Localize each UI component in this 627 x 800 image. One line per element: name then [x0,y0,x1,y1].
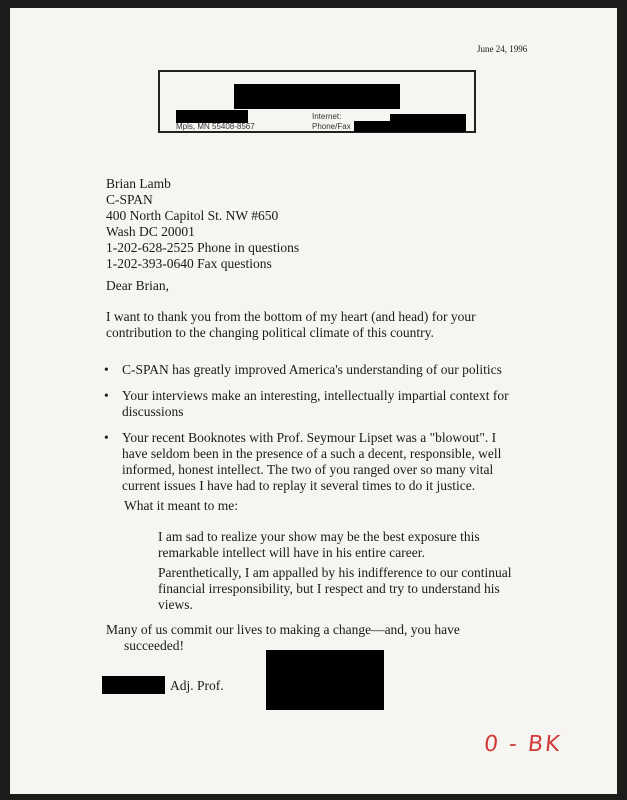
quote-line: Parenthetically, I am appalled by his indifference to our continual [158,565,512,580]
closing-line: Many of us commit our lives to making a change—and, you have [106,622,460,637]
bullet-list [104,362,544,504]
bullet-item [104,388,544,420]
bullet-dot: • [104,362,109,377]
letter-date: June 24, 1996 [477,44,528,54]
redacted-phone-block [354,121,466,132]
intro-line: I want to thank you from the bottom of my heart (and head) for your [106,309,476,324]
letterhead-box [158,70,476,133]
what-it-meant: What it meant to me: [124,498,238,513]
quote-line: I am sad to realize your show may be the best exposure this [158,529,480,544]
handwritten-annotation: 0 - BK [482,732,563,757]
recipient-line: Wash DC 20001 [106,224,195,239]
intro-line: contribution to the changing political climate of this country. [106,325,434,340]
recipient-address [106,176,299,272]
quote-paragraph-2 [158,565,512,613]
quote-line: views. [158,597,193,612]
quote-line: financial irresponsibility, but I respect and try to understand his [158,581,500,596]
recipient-line: Brian Lamb [106,176,171,191]
bullet-line: discussions [122,404,184,419]
letterhead-city: Mpls, MN 55408-8567 [176,122,255,131]
quote-paragraph-1 [158,529,480,561]
letterhead-internet-label: Internet: [312,112,342,121]
recipient-line: 400 North Capitol St. NW #650 [106,208,279,223]
bullet-item [104,362,544,378]
redacted-signature [266,650,384,710]
salutation: Dear Brian, [106,278,169,293]
redacted-signer-name [102,676,165,694]
intro-paragraph [106,309,476,341]
bullet-line: current issues I have had to replay it several times to do it justice. [122,478,476,493]
recipient-line: 1-202-393-0640 Fax questions [106,256,272,271]
redacted-name-block [234,84,400,109]
quote-line: remarkable intellect will have in his entire career. [158,545,425,560]
recipient-line: C-SPAN [106,192,153,207]
signer-title: Adj. Prof. [170,678,224,693]
bullet-line: Your interviews make an interesting, intellectually impartial context for [122,388,509,403]
bullet-dot: • [104,430,109,445]
bullet-line: Your recent Booknotes with Prof. Seymour Lipset was a "blowout". I [122,430,497,445]
closing-line: succeeded! [124,638,184,653]
bullet-dot: • [104,388,109,403]
bullet-line: informed, honest intellect. The two of you ranged over so many vital [122,462,494,477]
bullet-item [104,430,544,494]
bullet-line: C-SPAN has greatly improved America's understanding of our politics [122,362,502,377]
bullet-line: have seldom been in the presence of a such a decent, responsible, well [122,446,502,461]
letterhead-phone-label: Phone/Fax [312,122,351,131]
recipient-line: 1-202-628-2525 Phone in questions [106,240,300,255]
